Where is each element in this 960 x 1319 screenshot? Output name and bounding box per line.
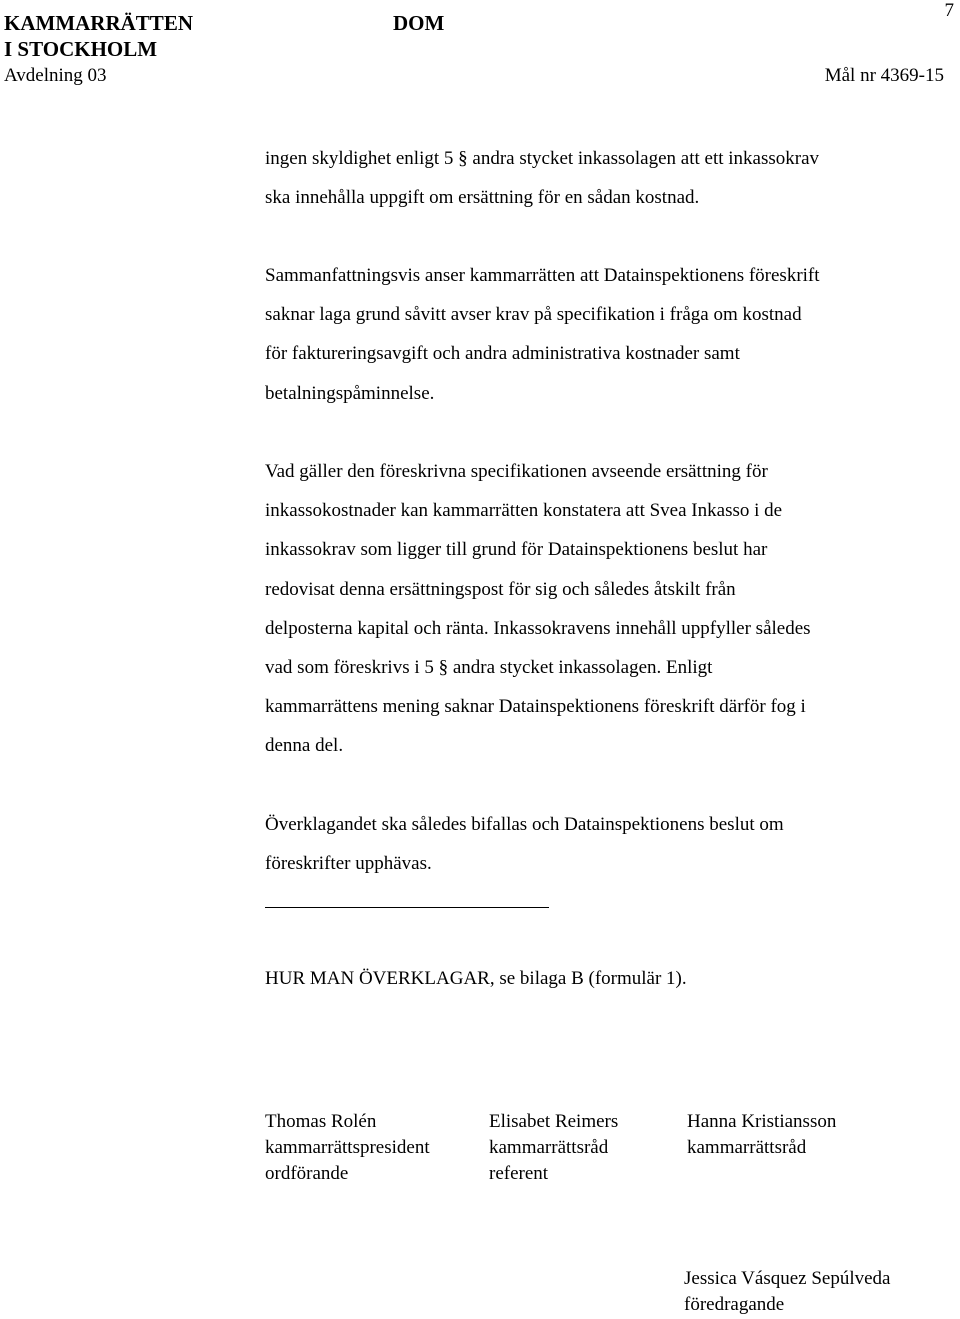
paragraph-line: Sammanfattningsvis anser kammarrätten att Datainspektionens föreskrift: [265, 265, 820, 286]
signature-block: [687, 1109, 836, 1161]
paragraph-line: delposterna kapital och ränta. Inkassokravens innehåll uppfyller således: [265, 617, 811, 639]
court-name-line1: KAMMARRÄTTEN: [4, 11, 193, 35]
paragraph-line: för faktureringsavgift och andra administrativa kostnader samt: [265, 343, 740, 365]
paragraph-2: [265, 256, 925, 413]
paragraph-1: [265, 139, 925, 217]
paragraph-line: denna del.: [265, 735, 344, 757]
division-label: Avdelning 03: [4, 65, 107, 86]
signatory-name: Hanna Kristiansson: [687, 1111, 837, 1132]
paragraph-line: Vad gäller den föreskrivna specifikationen avseende ersättning för: [265, 461, 768, 482]
signatory-role: ordförande: [265, 1163, 349, 1184]
signatory-title: kammarrättspresident: [265, 1137, 430, 1158]
signatory-name: Jessica Vásquez Sepúlveda: [684, 1268, 891, 1289]
signature-block: [489, 1109, 618, 1187]
signature-block: [684, 1266, 890, 1318]
paragraph-line: saknar laga grund såvitt avser krav på specifikation i fråga om kostnad: [265, 304, 802, 326]
paragraph-3: [265, 452, 925, 766]
paragraph-line: föreskrifter upphävas.: [265, 853, 432, 875]
court-name-line2: I STOCKHOLM: [4, 37, 158, 61]
paragraph-line: Överklagandet ska således bifallas och Datainspektionens beslut om: [265, 814, 784, 835]
court-name: [4, 10, 193, 62]
signatory-name: Thomas Rolén: [265, 1111, 377, 1132]
appeal-instructions: HUR MAN ÖVERKLAGAR, se bilaga B (formulär 1).: [265, 968, 687, 989]
signatory-title: kammarrättsråd: [687, 1137, 807, 1158]
paragraph-line: kammarrättens mening saknar Datainspektionens föreskrift därför fog i: [265, 696, 806, 718]
document-type: DOM: [393, 11, 445, 35]
paragraph-line: redovisat denna ersättningspost för sig och således åtskilt från: [265, 578, 736, 600]
paragraph-line: inkassokostnader kan kammarrätten konstatera att Svea Inkasso i de: [265, 500, 783, 522]
case-number: Mål nr 4369-15: [824, 65, 944, 86]
signatory-title: kammarrättsråd: [489, 1137, 609, 1158]
paragraph-4: [265, 805, 925, 883]
paragraph-line: ingen skyldighet enligt 5 § andra stycket inkassolagen att ett inkassokrav: [265, 148, 820, 169]
signatory-name: Elisabet Reimers: [489, 1111, 619, 1132]
section-divider: [265, 907, 549, 908]
signatory-role: referent: [489, 1163, 549, 1184]
paragraph-line: vad som föreskrivs i 5 § andra stycket inkassolagen. Enligt: [265, 656, 713, 678]
signature-block: [265, 1109, 430, 1187]
paragraph-line: inkassokrav som ligger till grund för Datainspektionens beslut har: [265, 539, 768, 561]
signatory-title: föredragande: [684, 1294, 785, 1315]
paragraph-line: ska innehålla uppgift om ersättning för en sådan kostnad.: [265, 187, 700, 209]
page-number: 7: [944, 0, 954, 21]
paragraph-line: betalningspåminnelse.: [265, 382, 435, 404]
